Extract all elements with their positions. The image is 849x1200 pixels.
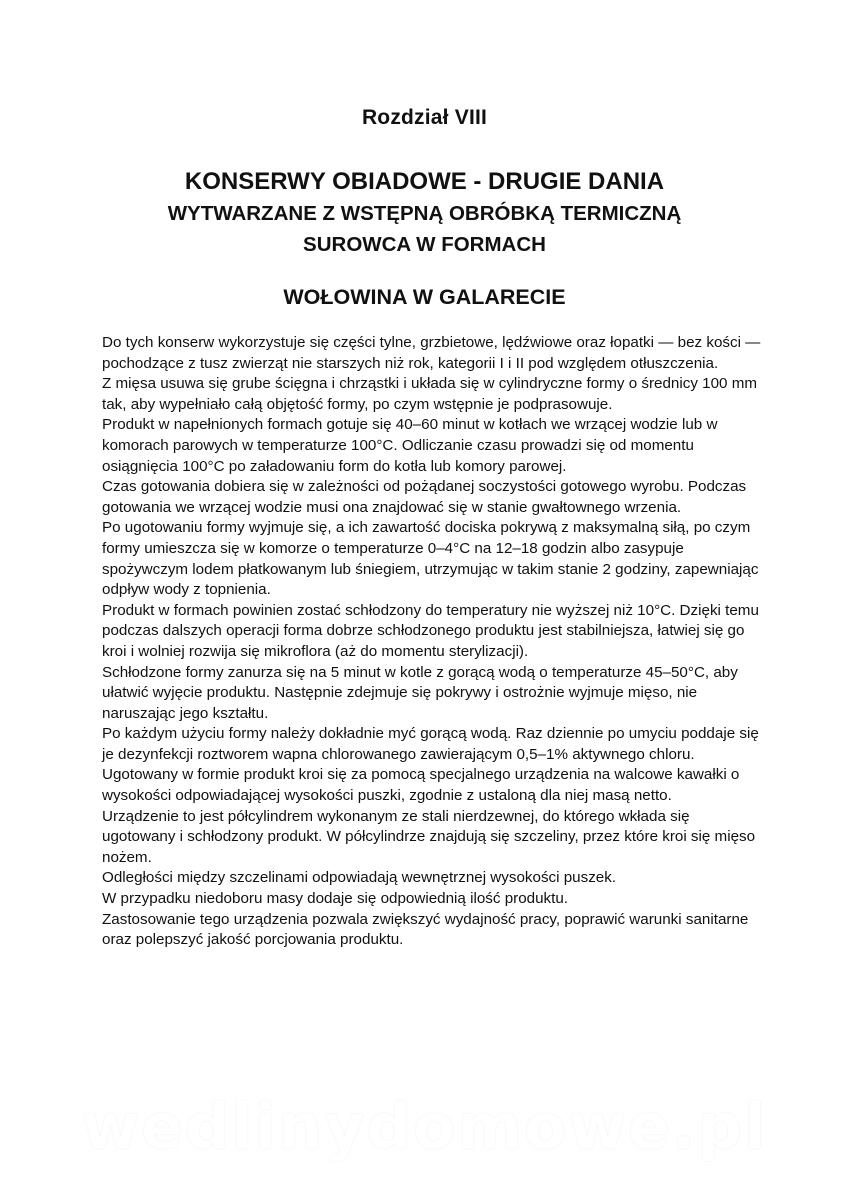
title-line-1: KONSERWY OBIADOWE - DRUGIE DANIA bbox=[184, 168, 665, 195]
chapter-heading: Rozdział VIII bbox=[361, 106, 488, 129]
paragraph: Produkt w napełnionych formach gotuje się 40–60 minut w kotłach we wrzącej wodzie lub w komorach parowych w temperaturze 100°C. Odliczanie czasu prowadzi się od momentu osiągnięcia 100°C po załadowaniu form do kotła lub komory parowej. bbox=[102, 416, 718, 475]
paragraph: Zastosowanie tego urządzenia pozwala zwiększyć wydajność pracy, poprawić warunki sanitarne oraz polepszyć jakość porcjowania produktu. bbox=[102, 910, 749, 949]
paragraph: Czas gotowania dobiera się w zależności od pożądanej soczystości gotowego wyrobu. Podczas gotowania we wrzącej wodzie musi ona znajdować się w stanie gwałtownego wrzenia. bbox=[102, 478, 747, 516]
paragraph: Po ugotowaniu formy wyjmuje się, a ich zawartość dociska pokrywą z maksymalną siłą, po czym formy umieszcza się w komorze o temperaturze 0–4°C na 12–18 godzin albo zasypuje spożywczym lodem płatkowanym lub śniegiem, utrzymując w takim stanie 2 godziny, zapewniając odpływ wody z topnienia. bbox=[102, 519, 759, 599]
section-subtitle: WOŁOWINA W GALARECIE bbox=[283, 285, 566, 309]
title-line-2: WYTWARZANE Z WSTĘPNĄ OBRÓBKĄ TERMICZNĄ bbox=[167, 202, 682, 225]
paragraph: Odległości między szczelinami odpowiadają wewnętrznej wysokości puszek. bbox=[102, 869, 617, 887]
watermark: wedlinydomowe.pl bbox=[81, 1090, 768, 1163]
paragraph: Do tych konserw wykorzystuje się części tylne, grzbietowe, lędźwiowe oraz łopatki — bez kości — pochodzące z tusz zwierząt nie starszych niż rok, kategorii I i II pod względem otłuszczenia. bbox=[102, 334, 761, 372]
paragraph: Urządzenie to jest półcylindrem wykonanym ze stali nierdzewnej, do którego wkłada się ugotowany i schłodzony produkt. W półcylindrze znajdują się szczeliny, przez które kroi się mięso nożem. bbox=[102, 807, 756, 866]
body-text bbox=[102, 333, 762, 951]
title-line-3: SUROWCA W FORMACH bbox=[303, 233, 546, 256]
paragraph: Po każdym użyciu formy należy dokładnie myć gorącą wodą. Raz dziennie po umyciu poddaje się je dezynfekcji roztworem wapna chlorowanego zawierającym 0,5–1% aktywnego chloru. bbox=[102, 725, 759, 763]
paragraph: W przypadku niedoboru masy dodaje się odpowiednią ilość produktu. bbox=[102, 890, 569, 908]
title-block bbox=[0, 166, 849, 260]
paragraph: Produkt w formach powinien zostać schłodzony do temperatury nie wyższej niż 10°C. Dzięki temu podczas dalszych operacji forma dobrze schłodzonego produktu jest stabilniejsza, łatwiej się go kroi i wolniej rozwija się mikroflora (aż do momentu sterylizacji). bbox=[102, 601, 759, 660]
paragraph: Ugotowany w formie produkt kroi się za pomocą specjalnego urządzenia na walcowe kawałki o wysokości odpowiadającej wysokości puszki, zgodnie z ustaloną dla niej masą netto. bbox=[102, 766, 740, 805]
paragraph: Schłodzone formy zanurza się na 5 minut w kotle z gorącą wodą o temperaturze 45–50°C, aby ułatwić wyjęcie produktu. Następnie zdejmuje się pokrywy i ostrożnie wyjmuje mięso, nie naruszając jego kształtu. bbox=[102, 663, 738, 722]
paragraph: Z mięsa usuwa się grube ścięgna i chrząstki i układa się w cylindryczne formy o średnicy 100 mm tak, aby wypełniało całą objętość formy, po czym wstępnie je podprasowuje. bbox=[102, 375, 758, 413]
